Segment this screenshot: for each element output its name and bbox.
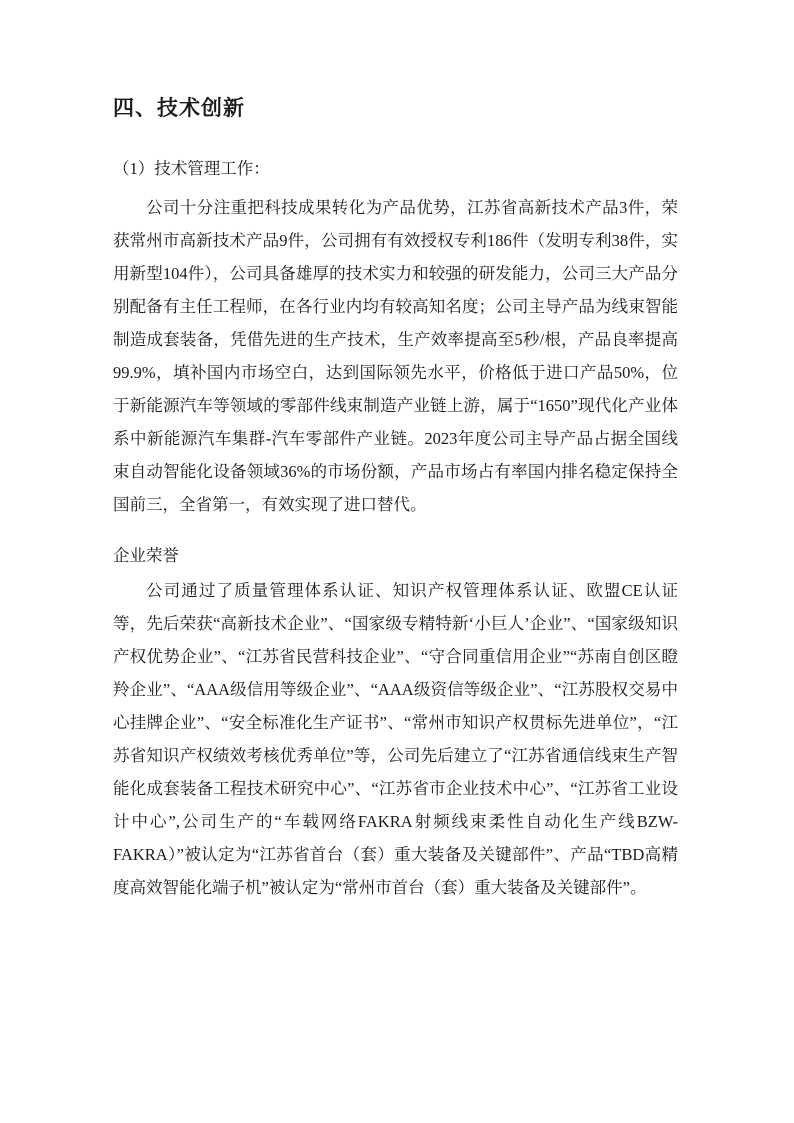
document-body [113,92,678,910]
paragraph-spacer [113,527,678,531]
section-body-enterprise-honors: 公司通过了质量管理体系认证、知识产权管理体系认证、欧盟CE认证等，先后荣获“高新技术企业”、“国家级专精特新‘小巨人’企业”、“国家级知识产权优势企业”、“江苏省民营科技企业”、“守合同重信用企业”“苏南自创区瞪羚企业”、“AAA级信用等级企业”、“AAA级资信等级企业”、“江苏股权交易中心挂牌企业”、“安全标准化生产证书”、“常州市知识产权贯标先进单位”，“江苏省知识产权绩效考核优秀单位”等，公司先后建立了“江苏省通信线束生产智能化成套装备工程技术研究中心”、“江苏省市企业技术中心”、“江苏省工业设计中心”,公司生产的“车载网络FAKRA射频线束柔性自动化生产线BZW-FAKRA）”被认定为“江苏省首台（套）重大装备及关键部件”、产品“TBD高精度高效智能化端子机”被认定为“常州市首台（套）重大装备及关键部件”。 [113,581,678,897]
section-body-technology-management: 公司十分注重把科技成果转化为产品优势，江苏省高新技术产品3件，荣获常州市高新技术产品9件，公司拥有有效授权专利186件（发明专利38件，实用新型104件），公司具备雄厚的技术实力和较强的研发能力，公司三大产品分别配备有主任工程师，在各行业内均有较高知名度；公司主导产品为线束智能制造成套装备，凭借先进的生产技术，生产效率提高至5秒/根，产品良率提高99.9%，填补国内市场空白，达到国际领先水平，价格低于进口产品50%，位于新能源汽车等领域的零部件线束制造产业链上游，属于“1650”现代化产业体系中新能源汽车集群-汽车零部件产业链。2023年度公司主导产品占据全国线束自动智能化设备领域36%的市场份额，产品市场占有率国内排名稳定保持全国前三，全省第一，有效实现了进口替代。 [113,198,678,514]
section-label-enterprise-honors: 企业荣誉 [113,546,179,565]
section-label-technology-management: （1）技术管理工作： [113,159,270,178]
page-title: 四、技术创新 [113,97,245,120]
